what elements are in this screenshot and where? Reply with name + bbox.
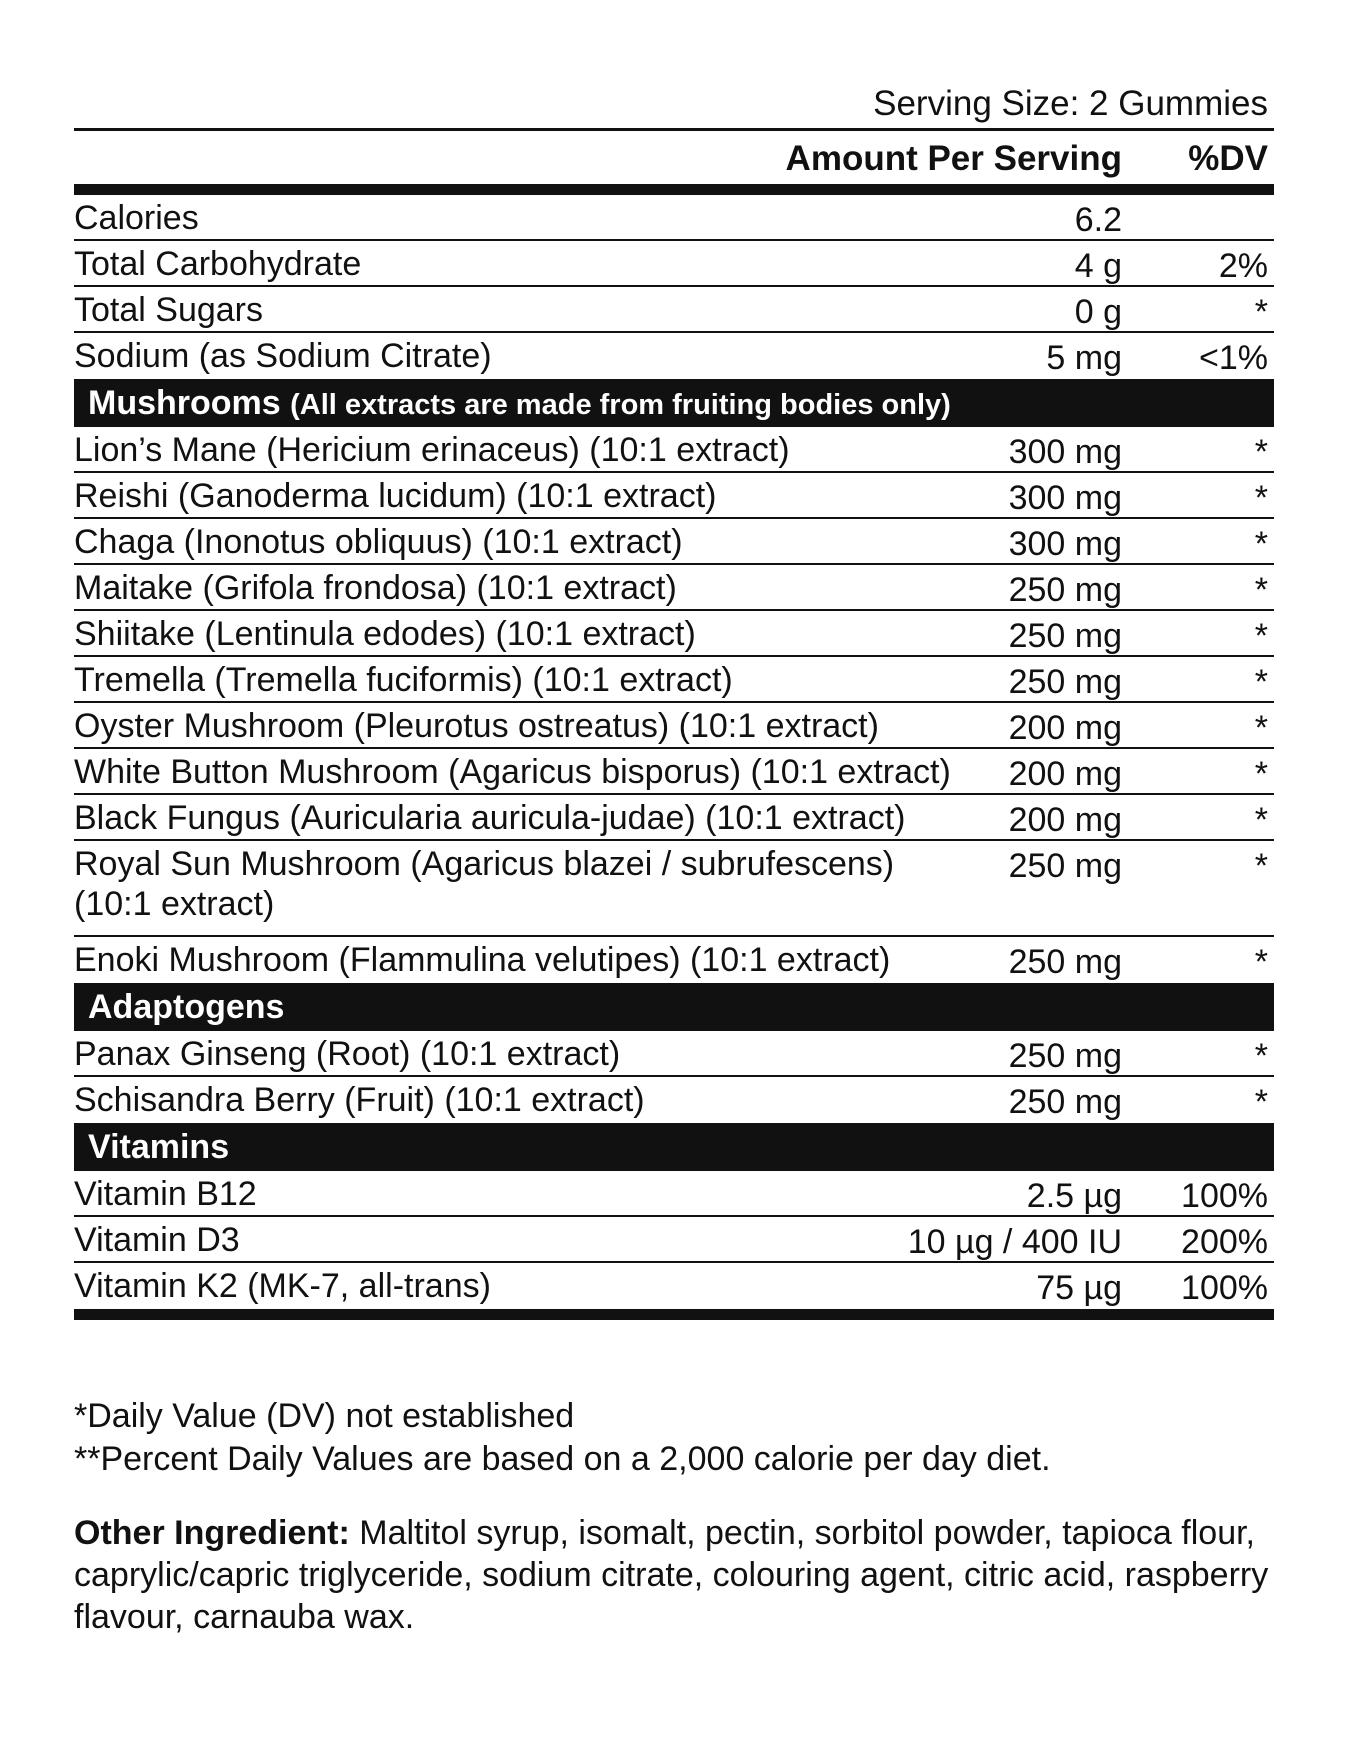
vitamin-name: Vitamin K2 (MK-7, all-trans) <box>74 1267 491 1305</box>
ingredient-name: Lion’s Mane (Hericium erinaceus) (10:1 extract) <box>74 431 790 469</box>
ingredient-name: Oyster Mushroom (Pleurotus ostreatus) (10:1 extract) <box>74 707 879 745</box>
ingredient-dv: * <box>1254 479 1268 517</box>
ingredient-row <box>74 703 1274 749</box>
ingredient-amount: 300 mg <box>1008 433 1122 471</box>
ingredient-name: Royal Sun Mushroom (Agaricus blazei / subrufescens) (10:1 extract) <box>74 845 895 923</box>
ingredient-name: Maitake (Grifola frondosa) (10:1 extract) <box>74 569 677 607</box>
other-ingredients-text: Maltitol syrup, isomalt, pectin, sorbitol powder, tapioca flour, caprylic/capric triglyceride, sodium citrate, colouring agent, citric acid, raspberry flavour, carnauba wax. <box>74 1514 1269 1636</box>
nutrient-name: Total Carbohydrate <box>74 245 362 283</box>
footnotes <box>74 1395 1051 1481</box>
vitamin-amount: 10 µg / 400 IU <box>907 1223 1122 1261</box>
ingredient-name: Schisandra Berry (Fruit) (10:1 extract) <box>74 1081 645 1119</box>
ingredient-dv: * <box>1254 525 1268 563</box>
ingredient-name: Shiitake (Lentinula edodes) (10:1 extract) <box>74 615 696 653</box>
vitamin-dv: 100% <box>1181 1177 1268 1215</box>
ingredient-name: Panax Ginseng (Root) (10:1 extract) <box>74 1035 621 1073</box>
nutrient-dv: * <box>1254 293 1268 331</box>
ingredient-dv: * <box>1254 571 1268 609</box>
ingredient-dv: * <box>1254 663 1268 701</box>
ingredient-dv: * <box>1254 801 1268 839</box>
ingredient-amount: 300 mg <box>1008 479 1122 517</box>
nutrient-amount: 4 g <box>1074 247 1122 285</box>
ingredient-amount: 300 mg <box>1008 525 1122 563</box>
ingredient-row <box>74 657 1274 703</box>
ingredient-dv: * <box>1254 433 1268 471</box>
ingredient-dv: * <box>1254 755 1268 793</box>
ingredient-amount: 200 mg <box>1008 709 1122 747</box>
ingredient-amount: 250 mg <box>1008 1083 1122 1121</box>
vitamin-name: Vitamin B12 <box>74 1175 257 1213</box>
section-header-adaptogens <box>74 983 1274 1031</box>
ingredient-name: White Button Mushroom (Agaricus bisporus) (10:1 extract) <box>74 753 951 791</box>
ingredient-dv: * <box>1254 847 1268 885</box>
ingredient-dv: * <box>1254 1083 1268 1121</box>
ingredient-row <box>74 749 1274 795</box>
nutrient-name: Calories <box>74 199 199 237</box>
ingredient-row <box>74 1031 1274 1077</box>
nutrient-row <box>74 333 1274 379</box>
vitamin-amount: 75 µg <box>1036 1269 1122 1307</box>
ingredient-row <box>74 473 1274 519</box>
nutrient-dv: 2% <box>1218 247 1268 285</box>
section-header-vitamins <box>74 1123 1274 1171</box>
ingredient-row <box>74 519 1274 565</box>
section-title-text: Mushrooms <box>88 384 281 422</box>
ingredient-amount: 200 mg <box>1008 801 1122 839</box>
nutrient-row <box>74 287 1274 333</box>
ingredient-row <box>74 937 1274 983</box>
nutrient-name: Total Sugars <box>74 291 263 329</box>
vitamin-row <box>74 1171 1274 1217</box>
supplement-facts-panel <box>74 76 1274 1320</box>
ingredient-row <box>74 565 1274 611</box>
ingredient-dv: * <box>1254 709 1268 747</box>
ingredient-row <box>74 611 1274 657</box>
nutrient-amount: 0 g <box>1074 293 1122 331</box>
ingredient-row <box>74 427 1274 473</box>
ingredient-amount: 250 mg <box>1008 617 1122 655</box>
dv-header: %DV <box>1188 139 1268 178</box>
footnote-percent-dv: **Percent Daily Values are based on a 2,000 calorie per day diet. <box>74 1440 1051 1478</box>
ingredient-dv: * <box>1254 943 1268 981</box>
ingredient-row <box>74 1077 1274 1123</box>
section-title: Adaptogens <box>88 988 285 1026</box>
ingredient-name: Black Fungus (Auricularia auricula-judae) (10:1 extract) <box>74 799 906 837</box>
ingredient-dv: * <box>1254 1037 1268 1075</box>
vitamin-row <box>74 1263 1274 1309</box>
thick-rule <box>74 184 1274 195</box>
ingredient-row <box>74 841 1274 937</box>
section-header-mushrooms <box>74 379 1274 427</box>
vitamin-row <box>74 1217 1274 1263</box>
ingredient-amount: 250 mg <box>1008 1037 1122 1075</box>
ingredient-amount: 250 mg <box>1008 571 1122 609</box>
nutrient-name: Sodium (as Sodium Citrate) <box>74 337 492 375</box>
serving-size: Serving Size: 2 Gummies <box>873 84 1268 123</box>
ingredient-name: Tremella (Tremella fuciformis) (10:1 extract) <box>74 661 733 699</box>
vitamin-dv: 200% <box>1181 1223 1268 1261</box>
section-note: (All extracts are made from fruiting bodies only) <box>290 389 951 421</box>
nutrient-amount: 6.2 <box>1074 201 1122 239</box>
ingredient-name: Chaga (Inonotus obliquus) (10:1 extract) <box>74 523 683 561</box>
nutrient-dv: <1% <box>1199 339 1268 377</box>
section-title: Vitamins <box>88 1128 230 1166</box>
nutrient-amount: 5 mg <box>1046 339 1122 377</box>
footnote-dv-not-established: *Daily Value (DV) not established <box>74 1397 575 1435</box>
vitamin-amount: 2.5 µg <box>1026 1177 1122 1215</box>
ingredient-row <box>74 795 1274 841</box>
bottom-thick-rule <box>74 1309 1274 1320</box>
other-ingredients <box>74 1512 1274 1638</box>
nutrient-row <box>74 241 1274 287</box>
ingredient-dv: * <box>1254 617 1268 655</box>
ingredient-amount: 250 mg <box>1008 847 1122 885</box>
ingredient-name: Enoki Mushroom (Flammulina velutipes) (10:1 extract) <box>74 941 891 979</box>
section-title <box>88 383 951 425</box>
other-ingredients-label: Other Ingredient: <box>74 1514 350 1552</box>
vitamin-dv: 100% <box>1181 1269 1268 1307</box>
vitamin-name: Vitamin D3 <box>74 1221 240 1259</box>
amount-per-serving-header: Amount Per Serving <box>785 139 1122 178</box>
column-header <box>74 131 1274 184</box>
ingredient-name: Reishi (Ganoderma lucidum) (10:1 extract) <box>74 477 717 515</box>
nutrient-row <box>74 195 1274 241</box>
ingredient-amount: 250 mg <box>1008 663 1122 701</box>
ingredient-amount: 250 mg <box>1008 943 1122 981</box>
ingredient-amount: 200 mg <box>1008 755 1122 793</box>
